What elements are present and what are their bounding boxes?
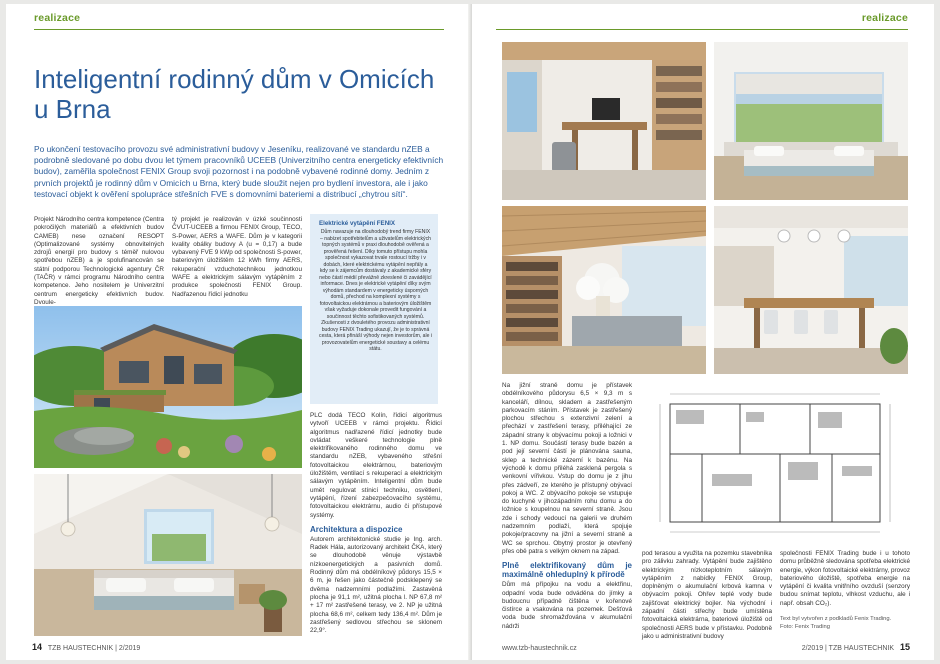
right-body-text-3: společnosti FENIX Trading bude i u tohoto domu průběžně sledována spotřeba elektrické energie, výkon fotovoltaické elektrárny, provoz bateriového úložiště, spotřeba energie na vytápění či kvalita vnitřního ovzduší (senzory budou snímat teplotu, vlhkost vzduchu, ale i např. obsah CO₂). <box>780 550 910 607</box>
office-interior-photo <box>502 42 706 200</box>
right-body-text-1b: Dům má přípojku na vodu a elektřinu, odpadní voda bude odváděna do jímky a budoucnu případně čištěna v kořenové čistírce a vsakována na pozemek. Dešťová voda bude shromažďována v akumulační nádrži <box>502 581 632 630</box>
body-column-1 <box>34 216 164 307</box>
footer-left <box>28 642 140 652</box>
footer-url: www.tzb-haustechnik.cz <box>502 645 577 652</box>
right-body-column-2 <box>642 550 772 641</box>
house-exterior-photo <box>34 306 302 468</box>
section-rule-left <box>34 29 444 30</box>
right-page <box>472 4 934 660</box>
subheading-architektura: Architektura a dispozice <box>310 524 403 534</box>
footer-right <box>802 642 914 652</box>
article-title: Inteligentní rodinný dům v Omicích u Brna <box>34 64 435 124</box>
article-lead: Po ukončení testovacího provozu své administrativní budovy v Jeseníku, realizované ve standardu nZEB a podrobně sledované po dobu dvou let týmem pracovníků UCEEB (Univerzitního centra energeticky efektivních budov), zaměřila společnost FENIX Group svoji pozornost i na podobně vybavené rodinné domy. Jedním z prvních projektů je rodinný dům v Omicích u Brna, který bude sloužit nejen pro bydlení investora, ale i jako testovací objekt k ověření spolupráce střešních FVE s domovními bateriemi a distribucí „chytrou sítí“. <box>34 144 444 199</box>
section-label-left: realizace <box>34 12 81 24</box>
body-column-3 <box>310 412 442 635</box>
body-text-1: Projekt Národního centra kompetence (Centra pokročilých materiálů a efektivních budov CAMEB) nese označení RESOPT (Optimalizované systémy obnovitelných zdrojů energií pro budovy s téměř nulovou spotřebou nZEB) a je spolufinancován se státní podporou Technologické agentury ČR (TAČR) v rámci programu Národního centra kompetence. Jeho nositelem je Univerzitní centrum energeticky efektivních budov. Dvoule- <box>34 216 164 306</box>
body-text-2a: tý projekt je realizován v úzké součinnosti ČVUT-UCEEB a firmou FENIX Group, TECO, S-Power, AERS a WAFE. Dům je v kategorii kvality obálky budovy A (u = 0,17) a bude vybavený FVE 9 kWp od společnosti S-power, bateriovým úložištěm 12 kWh firmy AERS, rekuperační vzduchotechnikou jednotkou WAFE a elektrickým sálavým vytápěním z produkce společnosti FENIX Group. Nadřazenou řídicí jednotku <box>172 216 302 298</box>
right-body-column-1 <box>502 382 632 631</box>
right-body-text-2: pod terasou a využita na pozemku stavebníka pro zálivku zahrady. Vytápění bude zajištěno elektrickým nízkoteplotním sálavým vytápěním z nabídky FENIX Group, doplněným o akumulační krbová kamna v obývacím pokoji. Ohřev teplé vody bude zajišťovat elektrický bojler. Na východní i západní části střechy bude umístěna fotovoltaická elektrárna, bateriové úložiště od společnosti AERS bude v přístavku. Podobně jako u administrativní budovy <box>642 550 772 640</box>
body-column-2-top <box>172 216 302 299</box>
section-label-right: realizace <box>861 12 908 24</box>
footer-magazine-right: 2/2019 | TZB HAUSTECHNIK <box>801 645 895 652</box>
left-page <box>6 4 468 660</box>
credit-text: Text byl vytvořen z podkladů Fenix Trading. <box>780 616 892 622</box>
body-text-2b: PLC dodá TECO Kolín, řídicí algoritmus vytvoří UCEEB v rámci projektu. Řídicí algoritmus nadřazené řídicí jednotky bude ovládat veškeré technologie plně elektrifikovaného rodinného domu ve standardu nZEB, vybaveného střešní fotovoltaickou elektrárnou, bateriovým úložištěm, ventilací s rekuperací a elektrickým sálavým vytápěním. Inteligentní dům bude umět regulovat stínicí techniku, osvětlení, vytápění, řízení zabezpečovacího systému, fotovoltaickou elektrárnu, audio či přístupové systémy. <box>310 412 442 519</box>
body-text-2c: Autorem architektonické studie je Ing. arch. Radek Hála, autorizovaný architekt ČKA, který se dlouhodobě věnuje výstavbě nízkoenergetických a pasivních domů. Rodinný dům má obdélníkový půdorys 15,5 × 6 m, je řešen jako částečně podsklepený se dvěma nadzemními podlažími. Zastavěná plocha je 91,1 m², užitná plocha l. NP 67,8 m² + 17 m² zastřešené terasy, ve 2. NP je užitná plocha 68,6 m², celkem tedy 136,4 m². Dům je zastřešený sedlovou střechou se sklonem 22,9°. <box>310 535 442 635</box>
section-rule-right <box>496 29 908 30</box>
sidebar-title: Elektrické vytápění FENIX <box>319 220 396 227</box>
page-number-right: 15 <box>899 642 910 652</box>
bedroom-window-photo <box>714 42 908 200</box>
bedroom-photo <box>34 474 302 636</box>
sidebar-text: Dům navazuje na dlouhodobý trend firmy FENIX – nabízet spotřebitelům a uživatelům elektrických topných systémů v praxi dlouhodobě ověřená a prověřená řešení. Díky tomuto přístupu mohla společnost vykazovat trvale rostoucí tržby i v dobách, které elektrickému vytápění nepřály a kdy se k zájemcům dostávaly z akademické sféry nebo částí médií převážně zkreslené či zavádějící informace. Dnes je elektrické vytápění díky svým výhodám standardem v energeticky úsporných domů, přechod na komplexní systémy s fotovoltaickou elektrárnou a bateriovým úložištěm však vyžaduje dokonale provedit fungování a součinnost těchto sofistikovaných systémů. Zkušenosti z dvouletého provozu administrativní budovy FENIX Trading ukazují, že je to správná cesta, která přináší výhody nejen investorům, ale i provozovatelům energetické soustavy a celému státu. <box>319 229 432 352</box>
page-number-left: 14 <box>32 642 43 652</box>
dining-kitchen-photo <box>714 206 908 374</box>
footer-magazine-left: TZB HAUSTECHNIK | 2/2019 <box>47 645 141 652</box>
right-body-text-1: Na jižní straně domu je přístavek obdélníkového půdorysu 6,5 × 9,3 m s kanceláří, dílnou, skladem a zastřešeným parkovacím stáním. Přístavek je zastřešený plochou střechou s extenzivní zelení a přechází v zastřešení terasy, přiléhající ze západní strany k obývacímu pokoji a ložnici v 1. NP domu. Součástí terasy bude bazén a pod její severní částí je plánována sauna, sklep a technické zázemí k bazénu. Na východě k domu přiléhá zasklená pergola s venkovní vířivkou. Vstup do domu je z jihu přes zádveří, ze kterého je přístupný obývací pokoj a WC. Z obývacího pokoje se vstupuje do kuchyně v jihozápadním rohu domu a do ložnice s koupelnou na severní straně. Jsou zde i schody vedoucí na galerii ve druhém nadzemním podlaží, která spojuje pokoje/pracovny na jižní a severní straně a WC se sprchou. Obytný prostor je otevřený přes obě patra s velkým oknem na západ. <box>502 382 632 555</box>
photo-credits <box>780 616 910 631</box>
sidebar-box <box>310 214 438 404</box>
right-body-column-3 <box>780 550 910 608</box>
living-room-photo <box>502 206 706 374</box>
subheading-plne-elektrifikovany: Plně elektrifikovaný dům je maximálně ohleduplný k přírodě <box>502 561 632 580</box>
credit-photo: Foto: Fenix Trading <box>780 623 830 630</box>
floor-plan-drawing <box>642 382 908 544</box>
